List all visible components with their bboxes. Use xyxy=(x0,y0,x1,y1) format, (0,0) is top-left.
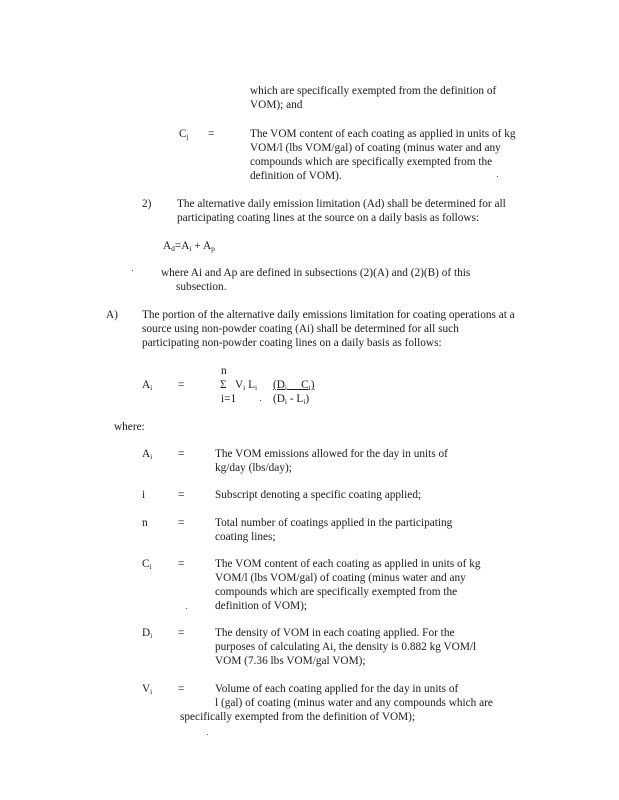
def-i-line-1: Subscript denoting a specific coating applied; xyxy=(215,489,422,501)
cj-symbol: Cj xyxy=(179,128,189,141)
def-di-equals: = xyxy=(178,627,185,639)
def-vi-line-3: specifically exempted from the definition of VOM); xyxy=(180,711,416,723)
scan-speck xyxy=(186,608,187,609)
equation-ai-lhs: Ai xyxy=(142,379,153,392)
def-n-equals: = xyxy=(178,517,185,529)
def-ci-equals: = xyxy=(178,558,185,570)
def-ci-symbol: Ci xyxy=(142,558,152,571)
item-a-line-2: source using non-powder coating (Ai) shall be determined for all such xyxy=(142,323,459,335)
equation-n: n xyxy=(221,365,227,377)
item-2-line-1: The alternative daily emission limitation (Ad) shall be determined for all xyxy=(177,198,506,210)
equation-vi-li: Vi Li xyxy=(235,379,258,392)
equation-equals: = xyxy=(178,379,185,391)
def-ai-line-1: The VOM emissions allowed for the day in units of xyxy=(215,448,448,460)
equation-lower-limit: i=1 xyxy=(221,393,237,405)
equation-numerator: (Di Ci) xyxy=(273,379,315,392)
continuation-line-2: VOM); and xyxy=(250,99,303,111)
equation-ad: Ad=Ai + Ap xyxy=(163,240,215,253)
def-vi-symbol: Vi xyxy=(142,683,153,696)
def-ci-line-2: VOM/l (lbs VOM/gal) of coating (minus water and any xyxy=(215,572,466,584)
def-i-symbol: i xyxy=(142,489,146,501)
equation-denominator: (Di - Li) xyxy=(273,393,310,406)
def-ci-line-4: definition of VOM); xyxy=(215,600,308,612)
def-ci-line-1: The VOM content of each coating as applied in units of kg xyxy=(215,558,481,570)
scan-speck xyxy=(207,734,208,735)
def-di-line-1: The density of VOM in each coating applied. For the xyxy=(215,627,455,639)
scan-speck xyxy=(132,270,133,271)
def-di-symbol: Di xyxy=(142,627,153,640)
def-ci-line-3: compounds which are specifically exempted from the xyxy=(215,586,458,598)
def-ai-equals: = xyxy=(178,448,185,460)
def-di-line-3: VOM (7.36 lbs VOM/gal VOM); xyxy=(215,655,366,667)
cj-equals: = xyxy=(208,128,215,140)
def-di-line-2: purposes of calculating Ai, the density is 0.882 kg VOM/l xyxy=(215,641,477,653)
cj-definition-line-1: The VOM content of each coating as applied in units of kg xyxy=(250,128,516,140)
def-n-symbol: n xyxy=(142,517,148,529)
item-a-line-3: participating non-powder coating lines on a daily basis as follows: xyxy=(142,337,442,349)
item-2-number: 2) xyxy=(142,198,152,210)
def-n-line-2: coating lines; xyxy=(215,531,276,543)
where-ai-ap-line-1: where Ai and Ap are defined in subsections (2)(A) and (2)(B) of this xyxy=(161,267,471,279)
def-ai-symbol: Ai xyxy=(142,448,153,461)
scan-speck xyxy=(497,176,498,177)
def-vi-line-2: l (gal) of coating (minus water and any compounds which are xyxy=(215,697,493,709)
cj-definition-line-3: compounds which are specifically exempted from the xyxy=(250,156,493,168)
where-label: where: xyxy=(114,421,145,433)
def-ai-line-2: kg/day (lbs/day); xyxy=(215,462,292,474)
cj-definition-line-2: VOM/l (lbs VOM/gal) of coating (minus water and any xyxy=(250,142,501,154)
def-n-line-1: Total number of coatings applied in the participating xyxy=(215,517,453,529)
def-i-equals: = xyxy=(178,489,185,501)
cj-definition-line-4: definition of VOM). xyxy=(250,170,342,182)
item-a-line-1: The portion of the alternative daily emissions limitation for coating operations at a xyxy=(142,309,515,321)
def-vi-equals: = xyxy=(178,683,185,695)
equation-sigma: Σ xyxy=(220,379,227,391)
def-vi-line-1: Volume of each coating applied for the day in units of xyxy=(215,683,459,695)
continuation-line-1: which are specifically exempted from the definition of xyxy=(250,85,497,97)
scan-speck xyxy=(260,400,261,401)
item-a-label: A) xyxy=(106,309,118,321)
item-2-line-2: participating coating lines at the source on a daily basis as follows: xyxy=(177,212,480,224)
where-ai-ap-line-2: subsection. xyxy=(176,281,227,293)
